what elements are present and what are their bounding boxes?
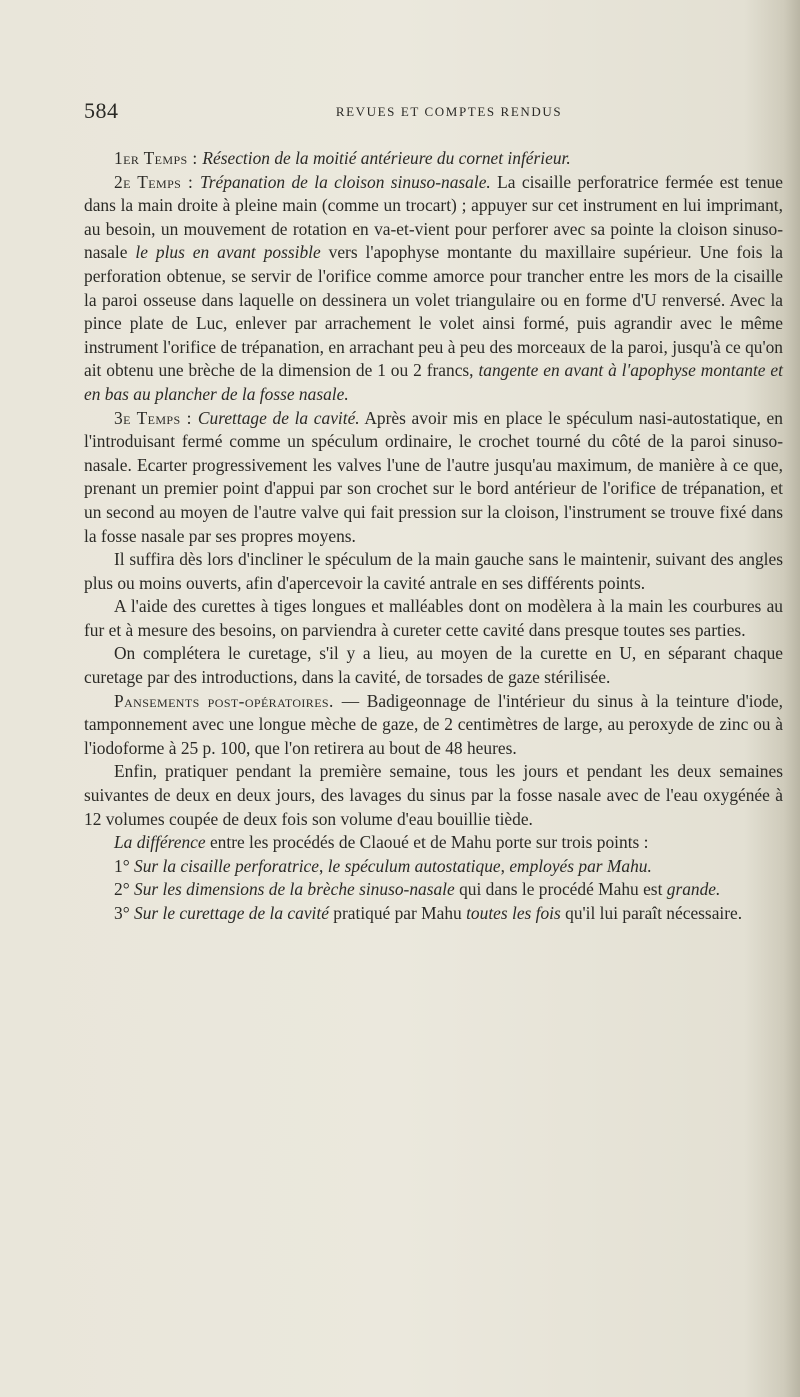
paragraph [84, 642, 783, 689]
text-run: — Badigeonnage de l'intérieur du sinus à la teinture d'iode, tamponnement avec une longue mèche de gaze, de 2 centimètres de large, au peroxyde de zinc ou à l'iodoforme à 25 p. 100, que l'on retirera au bout de 48 heures. [84, 690, 783, 758]
paragraph [84, 855, 783, 879]
italic-text: toutes les fois [466, 903, 561, 923]
italic-text: La différence [114, 832, 206, 853]
italic-text: Résection de la moitié antérieure du cornet inférieur. [202, 148, 571, 168]
text-run: qu'il lui paraît nécessaire. [560, 903, 743, 923]
italic-text: le plus en avant possible [135, 242, 321, 263]
page-header [84, 98, 784, 128]
text-run: La cisaille perforatrice fermée est tenue dans la main droite à pleine main (comme un trocart) ; appuyer sur cet instrument en lui imprimant, au besoin, un mouvement de rotation en va-et-vient pour perforer avec sa pointe la cloison sinuso-nasale [84, 171, 783, 263]
text-run: vers l'apophyse montante du maxillaire supérieur. Une fois la perforation obtenue, se servir de l'orifice comme amorce pour trancher entre les mors de la cisaille la paroi osseuse dans laquelle on dessinera un volet triangulaire ou en forme d'U renversé. Avec la pince plate de Luc, enlever par arrachement le volet ainsi formé, puis agrandir avec le même instrument l'orifice de trépanation, en arrachant peu à peu des morceaux de la paroi, jusqu'à ce qu'on ait obtenu une brèche de la dimension de 1 ou 2 francs, [84, 242, 783, 381]
paragraph [84, 595, 783, 642]
italic-text: Trépanation de la cloison sinuso-nasale. [200, 171, 491, 192]
text-run: 1° [114, 855, 134, 876]
text-run: Enfin, pratiquer pendant la première semaine, tous les jours et pendant les deux semaines suivantes de deux en deux jours, des lavages du sinus par la fosse nasale avec de l'eau oxygénée à 12 volumes coupée de deux fois son volume d'eau bouillie tiède. [84, 761, 783, 829]
italic-text: Sur les dimensions de la brèche sinuso-nasale [134, 879, 455, 900]
text-run: A l'aide des curettes à tiges longues et malléables dont on modèlera à la main les courbures au fur et à mesure des besoins, on parviendra à cureter cette cavité dans presque toutes ses parties. [84, 596, 783, 640]
italic-text: le spéculum autostatique [327, 855, 501, 876]
italic-text: Curettage de la cavité. [197, 407, 360, 428]
paragraph [84, 548, 783, 595]
paragraph [84, 407, 783, 549]
text-run: entre les procédés de Claoué et de Mahu porte sur trois points : [205, 832, 649, 853]
italic-text: Sur la cisaille perforatrice [134, 855, 319, 876]
italic-text: Sur le curettage de la cavité [134, 903, 329, 923]
paragraph-lead: Pansements post-opératoires. [114, 690, 342, 711]
text-run: pratiqué par Mahu [328, 903, 467, 923]
paragraph-lead: 3e Temps : [114, 407, 198, 428]
running-title: REVUES ET COMPTES RENDUS [335, 104, 563, 119]
paragraph-lead: 1er Temps : [114, 148, 203, 168]
paragraph-lead: 2e Temps : [114, 171, 201, 192]
article-body [84, 147, 783, 926]
paragraph [84, 878, 783, 902]
text-run: 3° [114, 903, 134, 923]
paragraph [84, 760, 783, 831]
paragraph [84, 831, 783, 855]
text-run: Il suffira dès lors d'incliner le spéculum de la main gauche sans le maintenir, suivant des angles plus ou moins ouverts, afin d'apercevoir la cavité antrale en ses différents points. [84, 549, 783, 593]
italic-text: tangente en avant à l'apophyse montante et en bas au plancher de la fosse nasale. [84, 360, 783, 404]
text-run: , [319, 855, 328, 876]
italic-text: grande. [666, 879, 721, 900]
text-run: , [500, 855, 510, 876]
text-run: On complétera le curetage, s'il y a lieu, au moyen de la curette en U, en séparant chaque curetage par des introductions, dans la cavité, de torsades de gaze stérilisée. [84, 643, 783, 688]
paragraph [84, 902, 783, 926]
text-run: Après avoir mis en place le spéculum nasi-autostatique, en l'introduisant fermé comme un spéculum ordinaire, le crochet tourné du côté de la paroi sinuso-nasale. Ecarter progressivement les valves l'une de l'autre jusqu'au maximum, de manière à ce que, prenant un premier point d'appui par son crochet sur le bord antérieur de l'orifice de trépanation, et un second au moyen de l'autre valve qui fait pression sur la cloison, l'instrument se trouve fixé dans la fosse nasale par ses propres moyens. [84, 407, 783, 546]
italic-text: employés par Mahu. [509, 855, 652, 876]
paragraph [84, 147, 783, 171]
paragraph [84, 171, 783, 407]
page-number: 584 [84, 98, 119, 123]
text-run: qui dans le procédé Mahu est [454, 879, 667, 900]
text-run: 2° [114, 879, 134, 900]
paragraph [84, 690, 783, 761]
